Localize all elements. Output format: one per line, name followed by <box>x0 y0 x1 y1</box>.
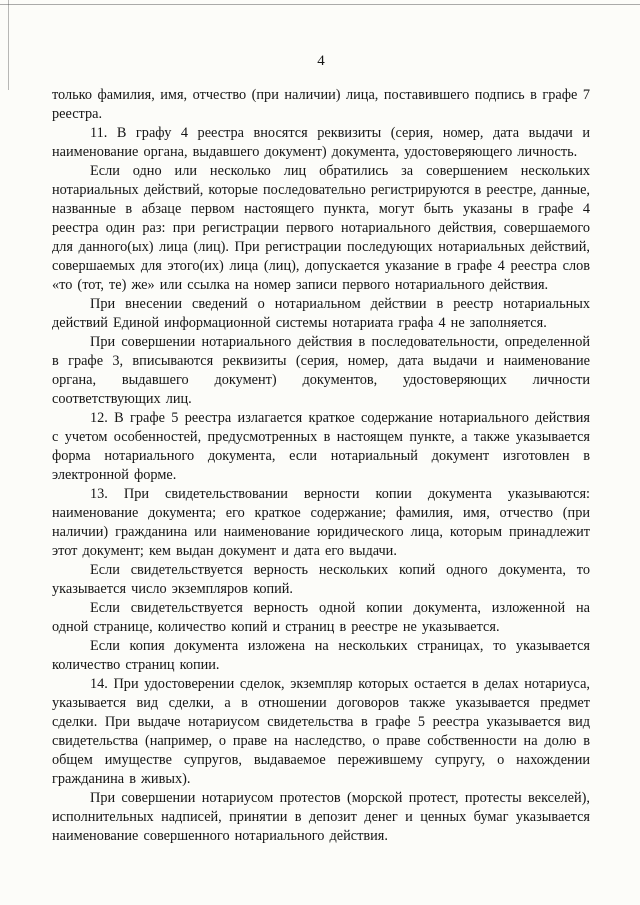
paragraph: При внесении сведений о нотариальном действии в реестр нотариальных действий Единой информационной системы нотариата графа 4 не заполняется. <box>52 296 590 331</box>
paragraph: При совершении нотариусом протестов (морской протест, протесты векселей), исполнительных надписей, принятии в депозит денег и ценных бумаг указывается наименование совершенного нотариального действия. <box>52 790 590 844</box>
paragraph: только фамилия, имя, отчество (при наличии) лица, поставившего подпись в графе 7 реестра. <box>52 87 590 122</box>
document-body <box>52 86 590 846</box>
paragraph: 14. При удостоверении сделок, экземпляр которых остается в делах нотариуса, указывается вид сделки, а в отношении договоров также указывается предмет сделки. При выдаче нотариусом свидетельства в графе 5 реестра указывается вид свидетельства (например, о праве на наследство, о праве собственности на долю в общем имуществе супругов, выдаваемое пережившему супругу, о нахождении гражданина в живых). <box>52 676 590 787</box>
paragraph: 12. В графе 5 реестра излагается краткое содержание нотариального действия с учетом особенностей, предусмотренных в настоящем пункте, а также указывается форма нотариального документа, если нотариальный документ изготовлен в электронной форме. <box>52 410 590 483</box>
paragraph: Если свидетельствуется верность нескольких копий одного документа, то указывается число экземпляров копий. <box>52 562 590 597</box>
paragraph: 13. При свидетельствовании верности копии документа указываются: наименование документа; его краткое содержание; фамилия, имя, отчество (при наличии) гражданина или наименование юридического лица, которым принадлежит этот документ; кем выдан документ и дата его выдачи. <box>52 486 590 559</box>
paragraph: Если копия документа изложена на нескольких страницах, то указывается количество страниц копии. <box>52 638 590 673</box>
page-number: 4 <box>317 53 325 69</box>
paragraph: Если свидетельствуется верность одной копии документа, изложенной на одной странице, количество копий и страниц в реестре не указывается. <box>52 600 590 635</box>
paragraph: Если одно или несколько лиц обратились за совершением нескольких нотариальных действий, которые последовательно регистрируются в реестре, данные, названные в абзаце первом настоящего пункта, могут быть указаны в графе 4 реестра один раз: при регистрации первого нотариального действия, совершаемого для данного(ых) лица (лиц). При регистрации последующих нотариальных действий, совершаемых для этого(их) лица (лиц), допускается указание в графе 4 реестра слов «то (тот, те) же» или ссылка на номер записи первого нотариального действия. <box>52 163 590 293</box>
paragraph: 11. В графу 4 реестра вносятся реквизиты (серия, номер, дата выдачи и наименование органа, выдавшего документ) документа, удостоверяющего личность. <box>52 125 590 160</box>
paragraph: При совершении нотариального действия в последовательности, определенной в графе 3, вписываются реквизиты (серия, номер, дата выдачи и наименование органа, выдавшего документ) документов, удостоверяющих личности соответствующих лиц. <box>52 334 590 407</box>
